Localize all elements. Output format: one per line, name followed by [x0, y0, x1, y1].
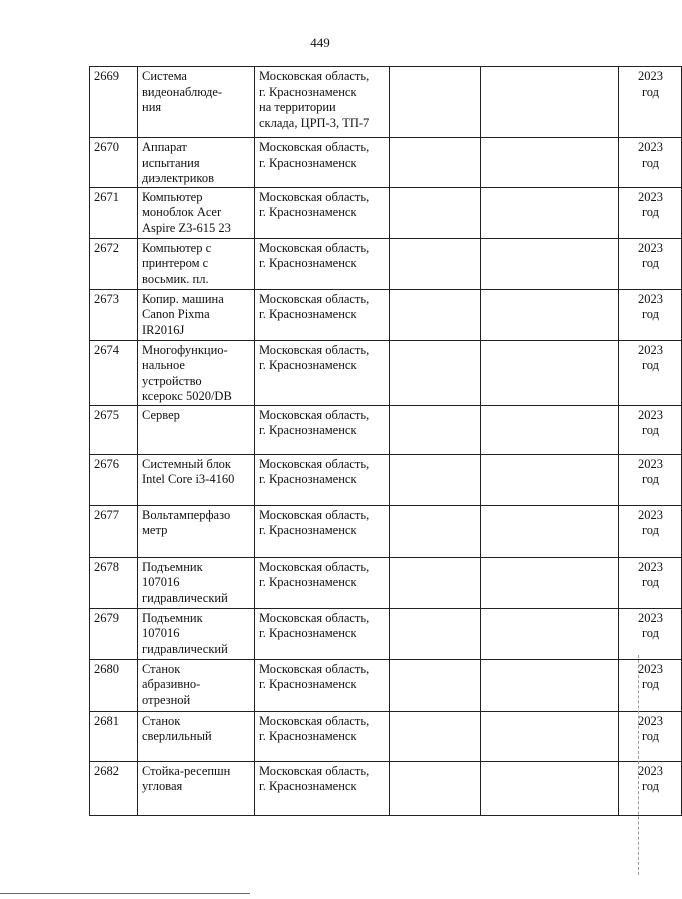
item-year-line: год: [641, 205, 660, 219]
table-row: [90, 608, 682, 659]
empty-cell: [481, 238, 619, 289]
item-year-line: год: [641, 307, 660, 321]
empty-cell: [390, 405, 481, 454]
item-location-line: Московская область,: [259, 291, 370, 306]
empty-cell: [390, 761, 481, 815]
item-location-cell: [255, 711, 390, 761]
item-year-cell: [619, 405, 682, 454]
item-number-cell: 2677: [90, 505, 138, 557]
item-year-line: год: [641, 626, 660, 640]
item-number-cell: 2678: [90, 557, 138, 608]
item-name-line: Станок: [142, 661, 181, 676]
empty-cell: [390, 289, 481, 340]
scan-bottom-artifact: [0, 893, 250, 894]
item-location-line: г. Краснознаменск: [259, 575, 357, 589]
item-location-line: г. Краснознаменск: [259, 155, 357, 170]
item-name-line: Подъемник: [142, 559, 203, 574]
empty-cell: [481, 405, 619, 454]
item-name-cell: [138, 608, 255, 659]
item-name-cell: [138, 711, 255, 761]
item-year-cell: [619, 659, 682, 711]
item-name-line: гидравлический: [142, 590, 228, 605]
item-number-cell: 2672: [90, 238, 138, 289]
item-location-line: Московская область,: [259, 240, 370, 255]
item-name-line: моноблок Acer: [142, 205, 222, 219]
item-number-cell: 2676: [90, 454, 138, 505]
scan-edge-artifact: [637, 655, 639, 875]
table-row: [90, 711, 682, 761]
item-location-line: Московская область,: [259, 140, 370, 154]
item-year-line: 2023: [638, 713, 663, 728]
item-year-line: 2023: [638, 240, 663, 255]
item-location-line: Московская область,: [259, 456, 370, 471]
item-year-line: 2023: [638, 559, 663, 574]
table-row: [90, 454, 682, 505]
item-year-line: 2023: [638, 507, 663, 522]
table-row: [90, 340, 682, 405]
item-name-line: Aspire Z3-615 23: [142, 220, 231, 235]
item-number-cell: 2669: [90, 67, 138, 138]
item-location-line: Московская область,: [259, 661, 370, 676]
item-location-cell: [255, 67, 390, 138]
item-location-cell: [255, 340, 390, 405]
item-name-line: Intel Core i3-4160: [142, 472, 235, 486]
item-year-line: 2023: [638, 610, 663, 625]
item-location-line: Московская область,: [259, 407, 370, 422]
empty-cell: [481, 340, 619, 405]
table-row: [90, 289, 682, 340]
item-year-line: год: [641, 779, 660, 793]
empty-cell: [481, 761, 619, 815]
item-name-line: абразивно-: [142, 677, 201, 691]
item-location-line: г. Краснознаменск: [259, 626, 357, 640]
item-year-line: год: [641, 358, 660, 372]
item-name-line: ния: [142, 100, 162, 114]
item-year-line: год: [641, 575, 660, 589]
item-year-line: год: [641, 472, 660, 486]
item-location-cell: [255, 608, 390, 659]
registry-table-body: [90, 67, 682, 816]
item-location-line: Московская область,: [259, 610, 370, 625]
item-year-cell: [619, 557, 682, 608]
item-name-cell: [138, 405, 255, 454]
empty-cell: [481, 289, 619, 340]
item-location-line: Московская область,: [259, 763, 370, 778]
table-row: [90, 659, 682, 711]
item-number-cell: 2680: [90, 659, 138, 711]
item-year-cell: [619, 340, 682, 405]
item-location-cell: [255, 289, 390, 340]
item-location-line: на территории: [259, 100, 336, 114]
item-location-cell: [255, 405, 390, 454]
empty-cell: [481, 608, 619, 659]
item-number-cell: 2675: [90, 405, 138, 454]
item-location-line: склада, ЦРП-3, ТП-7: [259, 115, 370, 130]
item-name-line: 107016: [142, 626, 180, 640]
item-name-line: Системный блок: [142, 456, 232, 471]
item-year-cell: [619, 608, 682, 659]
empty-cell: [481, 711, 619, 761]
item-location-line: г. Краснознаменск: [259, 423, 357, 437]
item-year-cell: [619, 289, 682, 340]
table-row: [90, 405, 682, 454]
item-year-cell: [619, 454, 682, 505]
empty-cell: [390, 505, 481, 557]
item-name-line: Подъемник: [142, 610, 203, 625]
item-name-line: устройство: [142, 373, 202, 388]
item-name-line: отрезной: [142, 692, 191, 707]
item-name-cell: [138, 340, 255, 405]
item-name-cell: [138, 557, 255, 608]
item-name-line: ксерокс 5020/DB: [142, 389, 232, 403]
item-location-line: г. Краснознаменск: [259, 779, 357, 793]
page-number: 449: [310, 35, 330, 50]
item-location-line: г. Краснознаменск: [259, 256, 357, 270]
item-location-line: г. Краснознаменск: [259, 472, 357, 486]
empty-cell: [390, 608, 481, 659]
item-number-cell: 2679: [90, 608, 138, 659]
item-name-line: Аппарат: [142, 140, 187, 154]
item-year-line: 2023: [638, 189, 663, 204]
item-name-cell: [138, 238, 255, 289]
item-location-line: г. Краснознаменск: [259, 523, 357, 537]
item-number-cell: 2674: [90, 340, 138, 405]
item-name-line: гидравлический: [142, 641, 228, 656]
item-name-line: Многофункцио-: [142, 342, 228, 357]
item-year-line: год: [641, 423, 660, 437]
item-year-line: год: [641, 523, 660, 537]
item-number-cell: 2670: [90, 138, 138, 188]
item-name-line: Стойка-ресепшн: [142, 763, 231, 778]
item-location-cell: [255, 138, 390, 188]
empty-cell: [390, 67, 481, 138]
item-name-cell: [138, 187, 255, 238]
empty-cell: [390, 340, 481, 405]
item-year-line: 2023: [638, 456, 663, 471]
empty-cell: [390, 659, 481, 711]
item-year-line: год: [641, 84, 660, 99]
empty-cell: [481, 67, 619, 138]
empty-cell: [481, 557, 619, 608]
table-row: [90, 67, 682, 138]
property-registry-table: [89, 66, 682, 816]
item-location-line: Московская область,: [259, 69, 370, 83]
item-year-line: 2023: [638, 140, 663, 154]
empty-cell: [481, 454, 619, 505]
item-name-line: Копир. машина: [142, 291, 224, 306]
item-name-line: испытания: [142, 155, 200, 170]
item-name-line: принтером с: [142, 256, 209, 270]
item-year-cell: [619, 711, 682, 761]
item-year-line: 2023: [638, 763, 663, 778]
item-year-cell: [619, 187, 682, 238]
item-year-line: год: [641, 256, 660, 270]
item-number-cell: 2671: [90, 187, 138, 238]
item-location-line: Московская область,: [259, 189, 370, 204]
item-location-line: г. Краснознаменск: [259, 729, 357, 743]
empty-cell: [390, 557, 481, 608]
item-name-line: 107016: [142, 575, 180, 589]
item-number-cell: 2682: [90, 761, 138, 815]
item-name-line: угловая: [142, 779, 183, 793]
item-year-line: 2023: [638, 661, 663, 676]
item-year-cell: [619, 138, 682, 188]
item-year-cell: [619, 505, 682, 557]
empty-cell: [390, 138, 481, 188]
item-year-cell: [619, 67, 682, 138]
item-location-cell: [255, 454, 390, 505]
item-name-line: Компьютер с: [142, 240, 212, 255]
empty-cell: [390, 238, 481, 289]
table-row: [90, 138, 682, 188]
item-location-cell: [255, 238, 390, 289]
item-location-line: Московская область,: [259, 342, 370, 357]
table-row: [90, 557, 682, 608]
item-year-line: 2023: [638, 407, 663, 422]
item-name-line: Система: [142, 69, 187, 83]
item-location-cell: [255, 187, 390, 238]
item-name-line: Сервер: [142, 407, 180, 422]
empty-cell: [390, 454, 481, 505]
item-number-cell: 2673: [90, 289, 138, 340]
item-location-line: г. Краснознаменск: [259, 84, 357, 99]
item-name-cell: [138, 289, 255, 340]
item-year-line: год: [641, 677, 660, 691]
item-name-line: Станок: [142, 713, 181, 728]
item-name-line: Вольтамперфазо: [142, 507, 231, 522]
item-name-cell: [138, 659, 255, 711]
empty-cell: [390, 187, 481, 238]
table-row: [90, 187, 682, 238]
item-name-cell: [138, 138, 255, 188]
empty-cell: [481, 659, 619, 711]
item-number-cell: 2681: [90, 711, 138, 761]
item-year-line: 2023: [638, 342, 663, 357]
item-location-line: г. Краснознаменск: [259, 677, 357, 691]
item-name-line: диэлектриков: [142, 171, 215, 185]
table-row: [90, 761, 682, 815]
item-location-cell: [255, 505, 390, 557]
item-location-line: г. Краснознаменск: [259, 358, 357, 372]
item-name-cell: [138, 761, 255, 815]
item-year-line: год: [641, 155, 660, 170]
item-location-cell: [255, 659, 390, 711]
empty-cell: [481, 505, 619, 557]
empty-cell: [390, 711, 481, 761]
item-location-line: Московская область,: [259, 507, 370, 522]
item-year-line: год: [641, 729, 660, 743]
item-year-line: 2023: [638, 291, 663, 306]
item-name-line: восьмик. пл.: [142, 271, 209, 286]
item-name-cell: [138, 505, 255, 557]
item-location-line: Московская область,: [259, 559, 370, 574]
item-location-cell: [255, 557, 390, 608]
empty-cell: [481, 187, 619, 238]
empty-cell: [481, 138, 619, 188]
item-name-line: Компьютер: [142, 189, 203, 204]
item-year-line: 2023: [638, 69, 663, 83]
item-name-cell: [138, 67, 255, 138]
item-location-line: г. Краснознаменск: [259, 307, 357, 321]
item-name-cell: [138, 454, 255, 505]
item-location-line: Московская область,: [259, 713, 370, 728]
table-row: [90, 238, 682, 289]
item-year-cell: [619, 238, 682, 289]
item-name-line: сверлильный: [142, 729, 212, 743]
item-location-cell: [255, 761, 390, 815]
table-row: [90, 505, 682, 557]
item-name-line: IR2016J: [142, 322, 185, 337]
item-year-cell: [619, 761, 682, 815]
item-location-line: г. Краснознаменск: [259, 205, 357, 219]
item-name-line: метр: [142, 523, 168, 537]
item-name-line: видеонаблюде-: [142, 84, 223, 99]
item-name-line: нальное: [142, 358, 185, 372]
item-name-line: Canon Pixma: [142, 307, 210, 321]
